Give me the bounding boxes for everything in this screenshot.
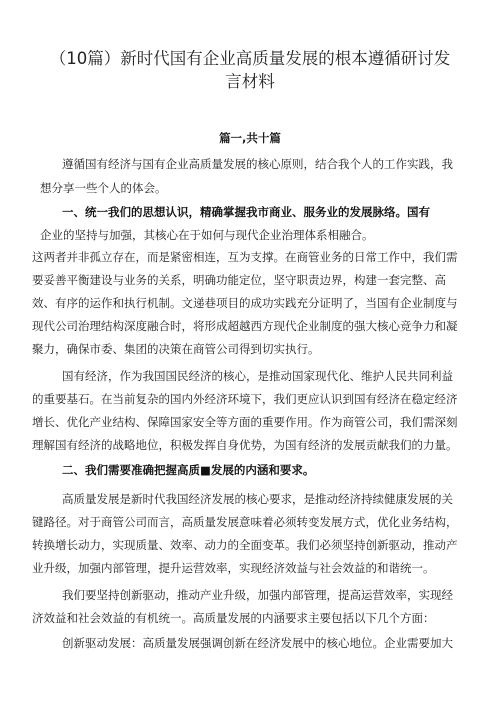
body-line: 国有经济，作为我国国民经济的核心，是推动国家现代化、维护人民共同利益 [62, 369, 453, 383]
body-line: 的重要基石。在当前复杂的国内外经济环境下，我们更应认识到国有经济在稳定经济 [32, 392, 458, 406]
body-line: 聚力，确保市委、集团的决策在商管公司得到切实执行。 [32, 342, 320, 356]
document-title-line-1: （10篇）新时代国有企业高质量发展的根本遵循研讨发 [49, 49, 451, 68]
body-line: 济效益和社会效益的有机统一。高质量发展的内涵要求主要包括以下几个方面： [32, 611, 435, 625]
body-line: 我们要坚持创新驱动，推动产业升级，加强内部管理，提高运营效率，实现经 [62, 588, 453, 602]
body-line: 现代公司治理结构深度融合时，将形成超越西方现代企业制度的强大核心竞争力和凝 [32, 319, 458, 333]
body-line: 遵循国有经济与国有企业高质量发展的核心原则，结合我个人的工作实践，我 [62, 157, 453, 171]
subheading-line: 一、统一我们的思想认识，精确掌握我市商业、服务业的发展脉络。国有 [62, 205, 430, 219]
body-line: 想分享一些个人的体会。 [40, 181, 167, 195]
body-line: 键路径。对于商管公司而言，高质量发展意味着必须转变发展方式，优化业务结构， [32, 515, 458, 529]
body-line: 增长、优化产业结构、保障国家安全等方面的重要作用。作为商管公司，我们需深刻 [32, 415, 458, 429]
body-line: 转换增长动力，实现质量、效率、动力的全面变革。我们必须坚持创新驱动，推动产 [32, 538, 458, 552]
section-heading: 篇一,共十篇 [219, 131, 281, 145]
document-title-line-2: 言材料 [225, 72, 275, 91]
body-line: 业升级，加强内部管理，提升运营效率，实现经济效益与社会效益的和谐统一。 [32, 561, 435, 575]
subheading-line: 二、我们需要准确把握高质■发展的内涵和要求。 [62, 463, 315, 477]
body-line: 创新驱动发展：高质量发展强调创新在经济发展中的核心地位。企业需要加大 [62, 636, 453, 650]
body-line: 理解国有经济的战略地位，积极发挥自身优势，为国有经济的发展贡献我们的力量。 [32, 438, 458, 452]
body-line: 要妥善平衡建设与业务的关系，明确功能定位，坚守职责边界，构建一套完整、高 [32, 273, 446, 287]
body-line: 企业的坚持与加强，其核心在于如何与现代企业治理体系相融合。 [40, 228, 374, 242]
body-line: 高质量发展是新时代我国经济发展的核心要求，是推动经济持续健康发展的关 [62, 492, 453, 506]
body-line: 这两者并非孤立存在，而是紧密相连，互为支撑。在商管业务的日常工作中，我们需 [32, 250, 458, 264]
body-line: 效、有序的运作和执行机制。文递巷项目的成功实践充分证明了，当国有企业制度与 [32, 296, 458, 310]
